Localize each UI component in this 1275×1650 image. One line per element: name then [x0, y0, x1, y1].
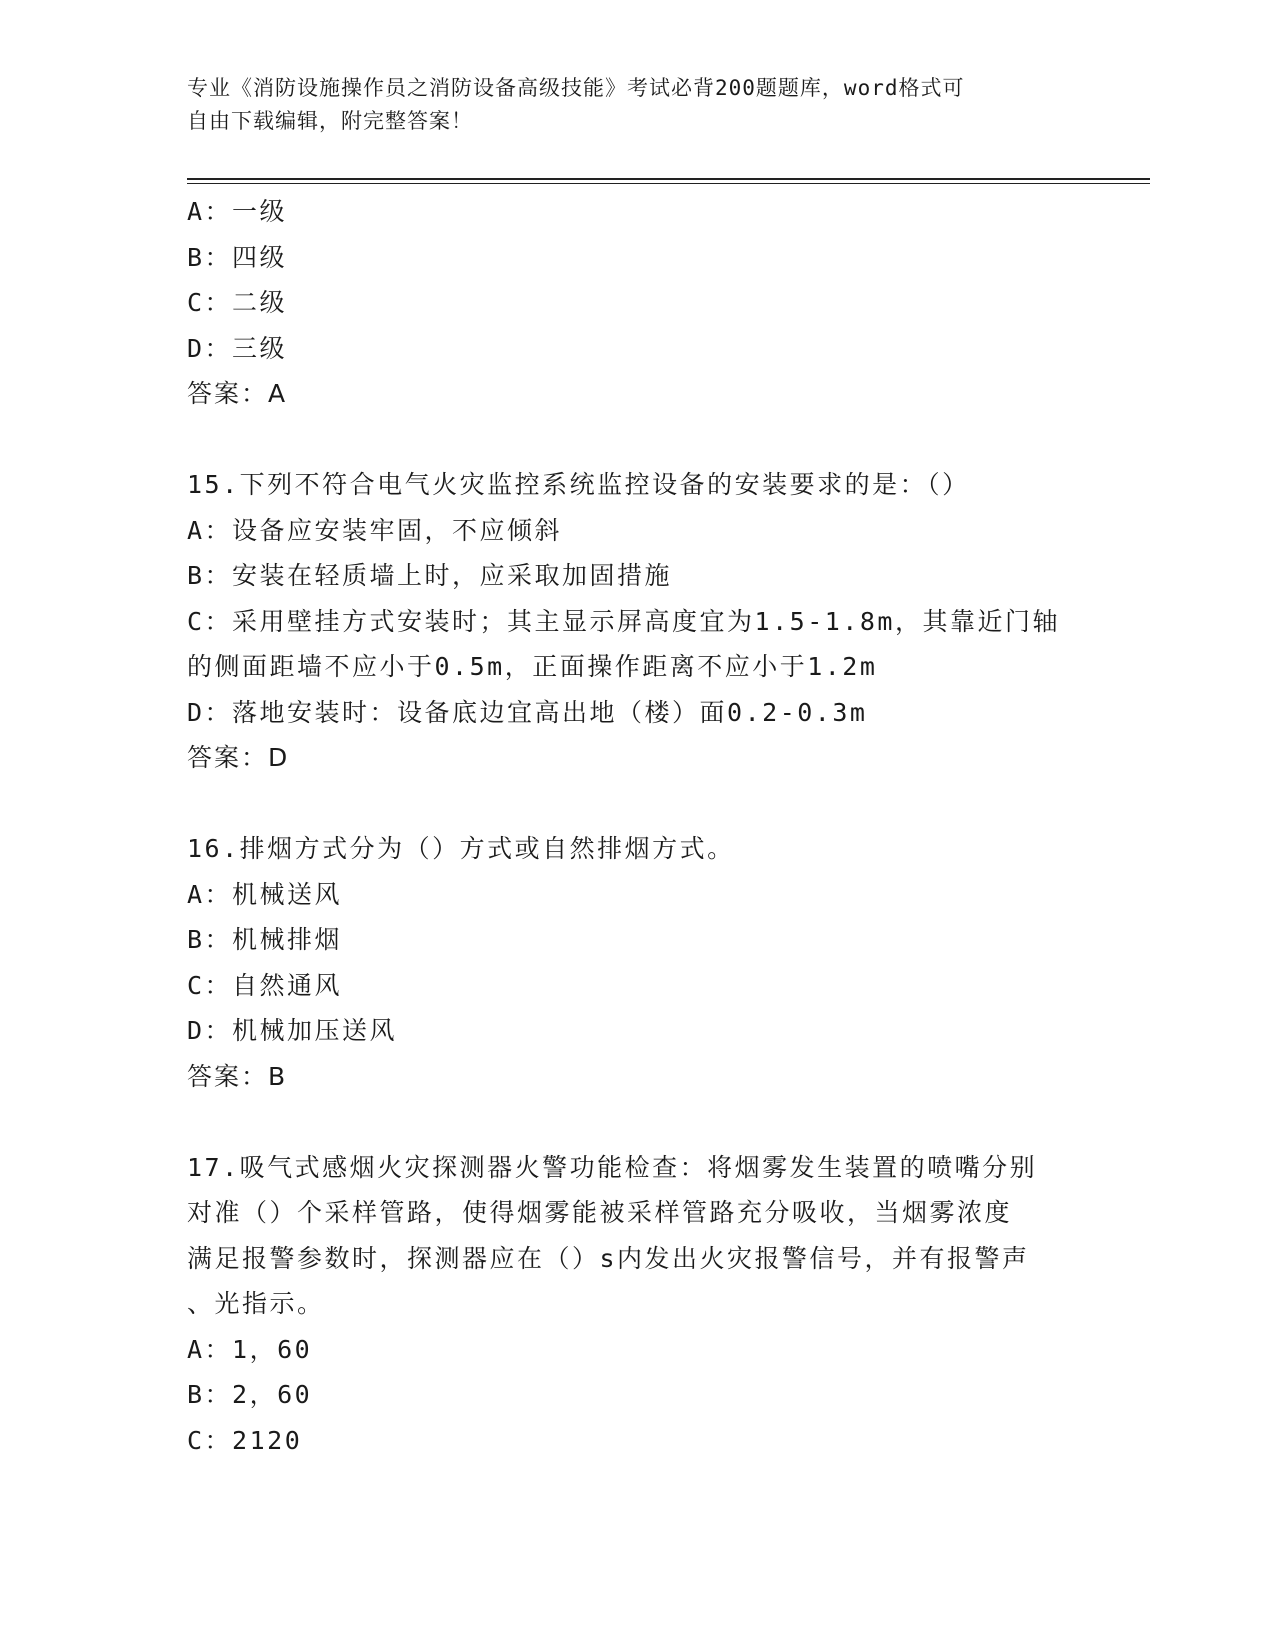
answer-line: 答案：D: [187, 743, 290, 772]
question-16-block: [187, 826, 1087, 1099]
option-c: C：2120: [187, 1425, 303, 1455]
question-15-block: [187, 462, 1087, 781]
question-text-line-3: 满足报警参数时，探测器应在（）s内发出火灾报警信号，并有报警声: [187, 1243, 1030, 1273]
option-d: D：机械加压送风: [187, 1016, 398, 1045]
question-text: 16.排烟方式分为（）方式或自然排烟方式。: [187, 834, 735, 863]
header-divider: [187, 178, 1150, 184]
option-d: D：落地安装时：设备底边宜高出地（楼）面0.2-0.3m: [187, 697, 868, 727]
option-b: B：2，60: [187, 1380, 313, 1409]
document-header: [187, 72, 1087, 138]
option-a: A：机械送风: [187, 879, 343, 909]
option-c: C：二级: [187, 288, 288, 317]
option-a: A：1，60: [187, 1334, 313, 1364]
header-line-1: 专业《消防设施操作员之消防设备高级技能》考试必背200题题库，word格式可: [187, 76, 965, 100]
option-b: B：机械排烟: [187, 925, 343, 954]
option-c: C：采用壁挂方式安装时；其主显示屏高度宜为1.5-1.8m，其靠近门轴: [187, 606, 1060, 636]
answer-line: 答案：B: [187, 1061, 288, 1091]
answer-line: 答案：A: [187, 379, 288, 408]
option-d: D：三级: [187, 333, 288, 363]
option-a: A：一级: [187, 197, 288, 226]
question-14-block: [187, 189, 1087, 417]
document-body: [187, 189, 1087, 1463]
question-text: 15.下列不符合电气火灾监控系统监控设备的安装要求的是：（）: [187, 470, 970, 499]
question-text-line-4: 、光指示。: [187, 1289, 325, 1318]
option-c-continued: 的侧面距墙不应小于0.5m，正面操作距离不应小于1.2m: [187, 652, 878, 681]
option-c: C：自然通风: [187, 970, 343, 1000]
option-a: A：设备应安装牢固，不应倾斜: [187, 515, 563, 545]
divider-thin: [187, 183, 1150, 184]
question-text-line-1: 17.吸气式感烟火灾探测器火警功能检查：将烟雾发生装置的喷嘴分别: [187, 1152, 1038, 1182]
question-text-line-2: 对准（）个采样管路，使得烟雾能被采样管路充分吸收，当烟雾浓度: [187, 1198, 1013, 1227]
option-b: B：安装在轻质墙上时，应采取加固措施: [187, 561, 673, 590]
question-17-block: [187, 1145, 1087, 1464]
option-b: B：四级: [187, 242, 288, 272]
header-line-2: 自由下载编辑，附完整答案！: [187, 109, 473, 133]
